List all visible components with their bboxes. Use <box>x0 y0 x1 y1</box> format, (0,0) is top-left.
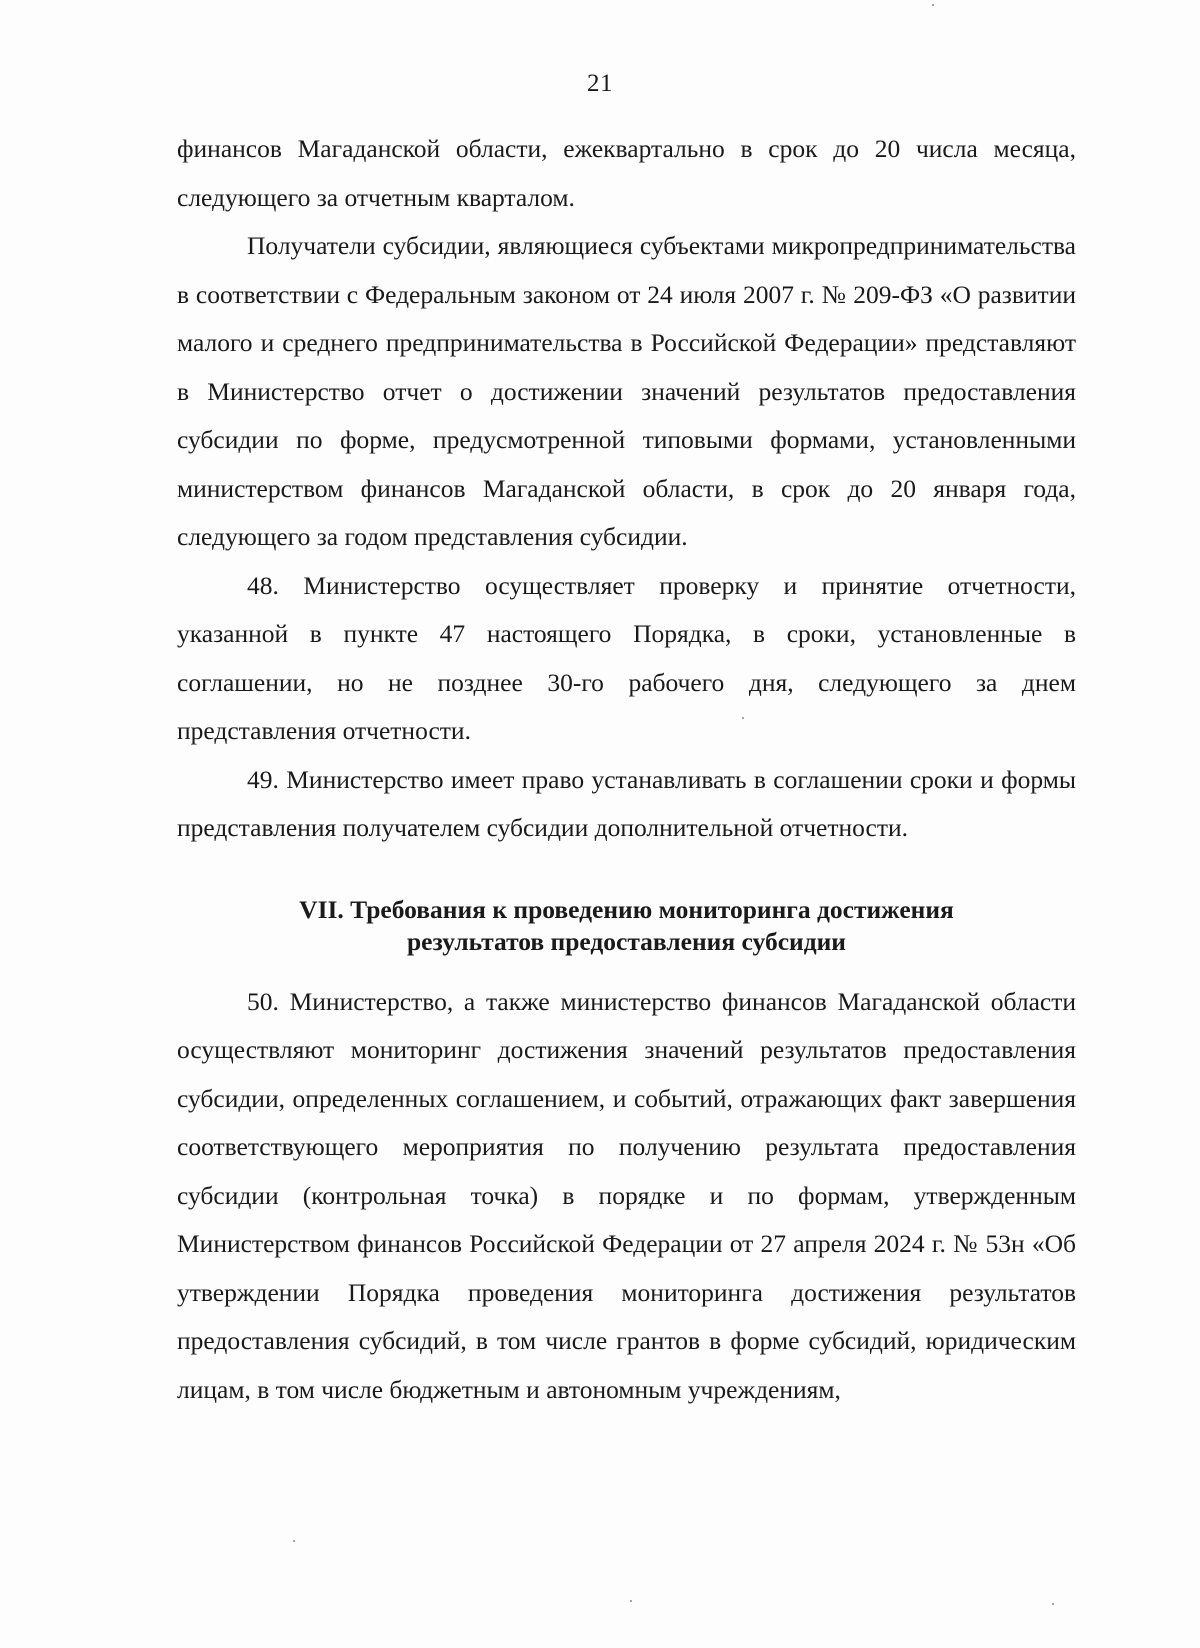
paragraph-item-49: 49. Министерство имеет право устанавливать в соглашении сроки и формы представления получателем субсидии дополнительной отчетности. <box>177 764 1076 842</box>
section-heading-line-1: VII. Требования к проведению мониторинга достижения <box>299 894 954 924</box>
section-heading-line-2: результатов предоставления субсидии <box>407 926 846 956</box>
document-body <box>177 125 1076 1414</box>
paragraph-microenterprise-report: Получатели субсидии, являющиеся субъектами микропредпринимательства в соответствии с Федеральным законом от 24 июля 2007 г. № 209-ФЗ «О развитии малого и среднего предпринимательства в Российской Федерации» представляют в Министерство отчет о достижении значений результатов предоставления субсидии по форме, предусмотренной типовыми формами, установленными министерством финансов Магаданской области, в срок до 20 января года, следующего за годом представления субсидии. <box>177 231 1076 551</box>
scan-speck <box>742 717 744 719</box>
paragraph-item-50: 50. Министерство, а также министерство финансов Магаданской области осуществляют мониторинг достижения значений результатов предоставления субсидии, определенных соглашением, и событий, отражающих факт завершения соответствующего мероприятия по получению результата предоставления субсидии (контрольная точка) в порядке и по формам, утвержденным Министерством финансов Российской Федерации от 27 апреля 2024 г. № 53н «Об утверждении Порядка проведения мониторинга достижения результатов предоставления субсидий, в том числе грантов в форме субсидий, юридическим лицам, в том числе бюджетным и автономным учреждениям, <box>177 986 1076 1404</box>
scan-speck <box>932 4 934 6</box>
page-number: 21 <box>587 70 613 97</box>
paragraph-item-48: 48. Министерство осуществляет проверку и принятие отчетности, указанной в пункте 47 настоящего Порядка, в сроки, установленные в соглашении, но не позднее 30-го рабочего дня, следующего за днем представления отчетности. <box>177 570 1076 745</box>
scan-speck <box>630 1600 632 1602</box>
scan-speck <box>1052 1603 1054 1605</box>
paragraph-continuation: финансов Магаданской области, ежеквартально в срок до 20 числа месяца, следующего за отчетным кварталом. <box>177 134 1076 212</box>
section-heading-vii <box>177 894 1076 958</box>
scan-speck <box>293 1540 295 1542</box>
